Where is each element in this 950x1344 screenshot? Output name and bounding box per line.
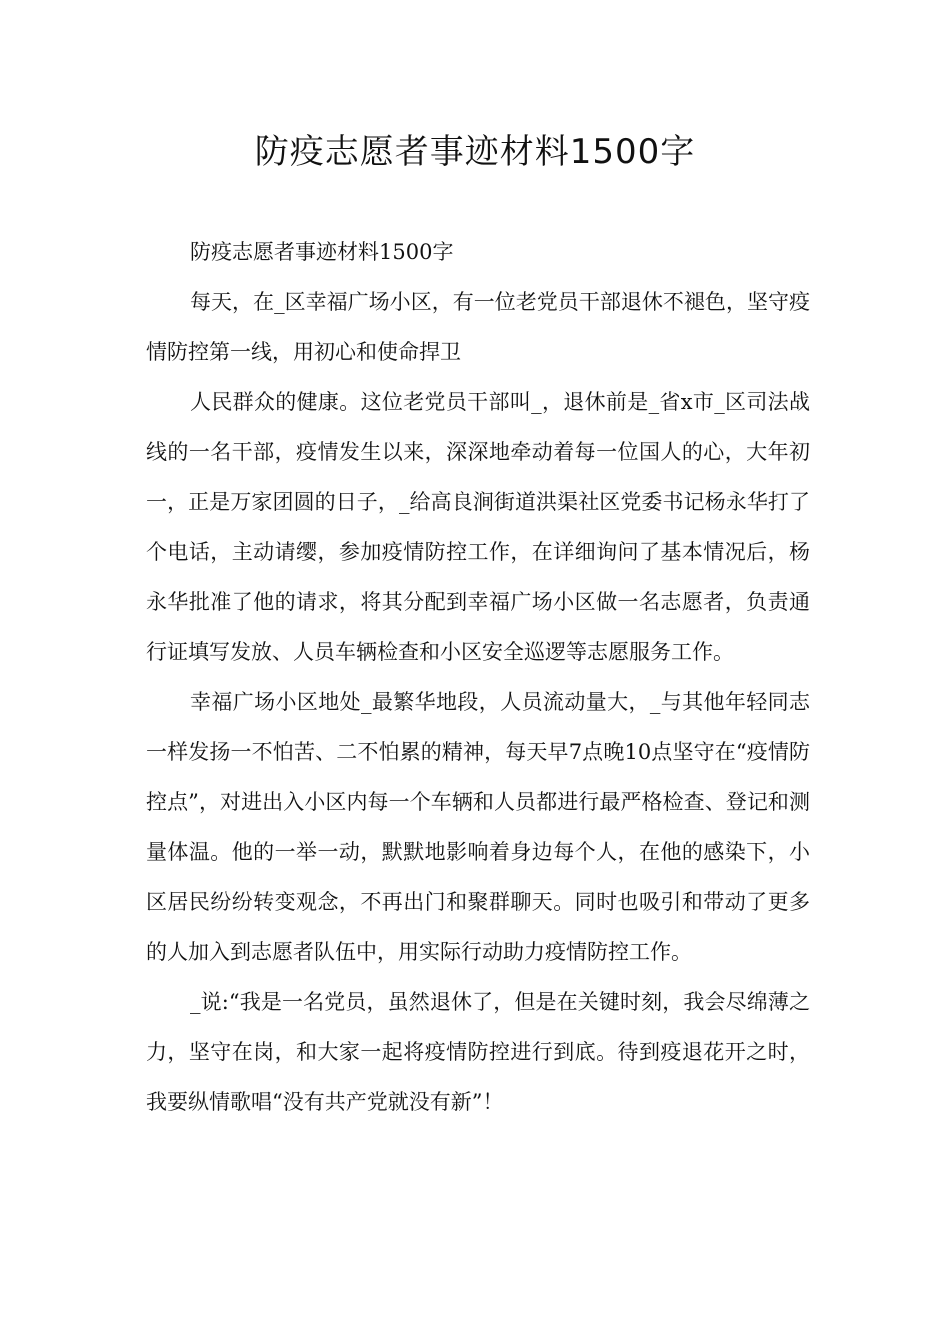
- paragraph-quote: _说:“我是一名党员，虽然退休了，但是在关键时刻，我会尽绵薄之力，坚守在岗，和大家一起将疫情防控进行到底。待到疫退花开之时，我要纵情歌唱“没有共产党就没有新”！: [146, 990, 810, 1114]
- paragraph-background: 人民群众的健康。这位老党员干部叫_，退休前是_省x市_区司法战线的一名干部，疫情发生以来，深深地牵动着每一位国人的心，大年初一，正是万家团圆的日子，_给高良涧街道洪渠社区党委书记杨永华打了个电话，主动请缨，参加疫情防控工作，在详细询问了基本情况后，杨永华批准了他的请求，将其分配到幸福广场小区做一名志愿者，负责通行证填写发放、人员车辆检查和小区安全巡逻等志愿服务工作。: [146, 390, 810, 664]
- paragraph-subtitle: 防疫志愿者事迹材料1500字: [190, 240, 454, 264]
- paragraph-intro: 每天，在_区幸福广场小区，有一位老党员干部退休不褪色，坚守疫情防控第一线，用初心和使命捍卫: [146, 290, 810, 364]
- document-title: 防疫志愿者事迹材料1500字: [254, 132, 696, 172]
- document-body: [146, 227, 810, 1127]
- paragraph-duty: 幸福广场小区地处_最繁华地段，人员流动量大，_与其他年轻同志一样发扬一不怕苦、二不怕累的精神，每天早7点晚10点坚守在“疫情防控点”，对进出入小区内每一个车辆和人员都进行最严格检查、登记和测量体温。他的一举一动，默默地影响着身边每个人，在他的感染下，小区居民纷纷转变观念，不再出门和聚群聊天。同时也吸引和带动了更多的人加入到志愿者队伍中，用实际行动助力疫情防控工作。: [146, 690, 810, 964]
